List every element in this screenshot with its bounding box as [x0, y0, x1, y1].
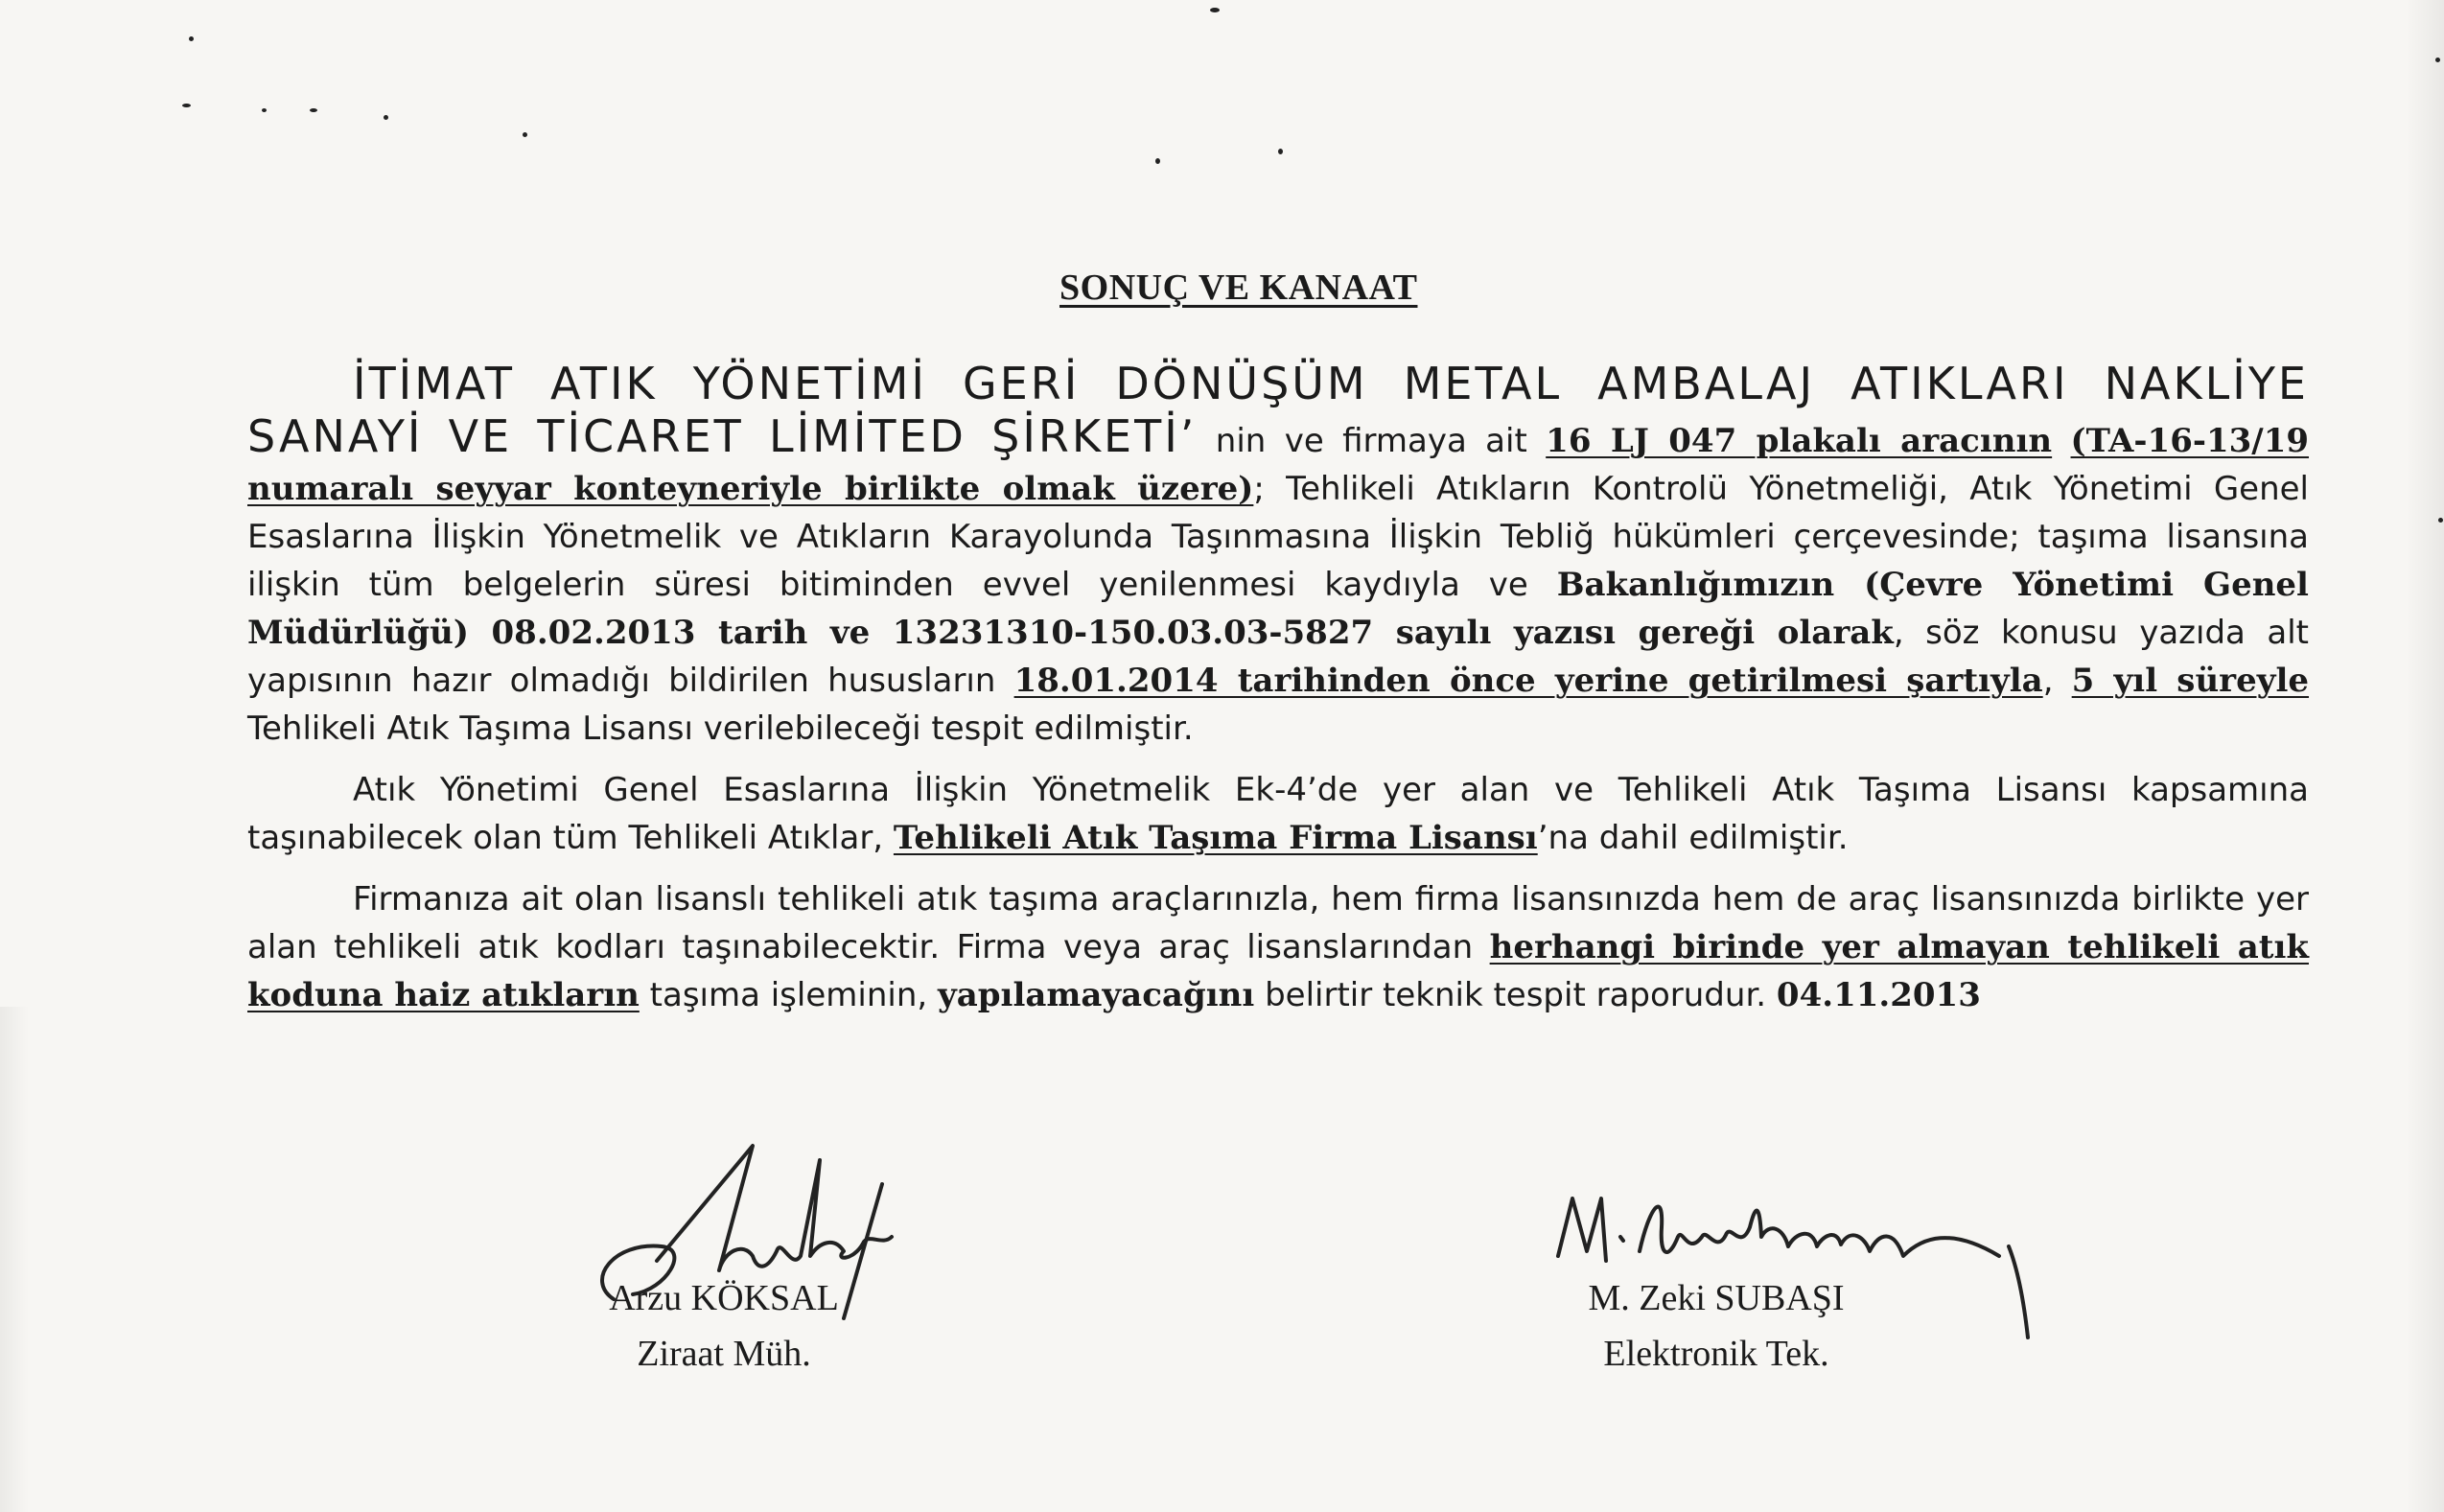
firm-license: Tehlikeli Atık Taşıma Firma Lisansı [893, 819, 1538, 857]
paragraph-1-text-3: ; Tehlikeli Atıkların Kontrolü Yönetmeliği, Atık Yönetimi Genel Esaslarına İlişkin Yönetmelik ve Atıkların Karayolunda Taşınmasına İlişkin Tebliğ hükümleri çerçevesinde; taşıma lisansına ilişkin tüm belgelerin süresi bitiminden evvel yenilenmesi kaydıyla ve [247, 470, 2309, 604]
paragraph-3 [247, 875, 2309, 1019]
paragraph-1-text-6: Tehlikeli Atık Taşıma Lisansı verilebileceği tespit edilmiştir. [247, 709, 1194, 748]
scan-speck [523, 132, 527, 137]
scan-speck [182, 104, 191, 107]
signatory-left [580, 1270, 868, 1382]
signatory-left-name: Arzu KÖKSAL [609, 1278, 839, 1318]
scan-speck [262, 108, 267, 112]
restriction-clause: herhangi birinde yer almayan tehlikeli atık koduna haiz atıkların [247, 928, 2309, 1014]
scan-speck [1155, 158, 1160, 164]
paragraph-3-text-2: taşıma işleminin, [639, 976, 938, 1014]
paragraph-1-text-1: nin ve firmaya ait [1197, 422, 1547, 460]
scan-shadow-left [0, 1007, 29, 1512]
scan-speck [1210, 8, 1220, 12]
signatory-right-name: M. Zeki SUBAŞI [1588, 1278, 1845, 1318]
scan-speck [310, 108, 317, 112]
signatory-right [1553, 1270, 1879, 1382]
ministry-reference: Bakanlığımızın (Çevre Yönetimi Genel Müdürlüğü) 08.02.2013 tarih ve 13231310-150.03.03-5827 sayılı yazısı gereği olarak [247, 566, 2309, 652]
scan-speck [2435, 58, 2440, 62]
not-allowed-clause: yapılamayacağını [938, 976, 1255, 1014]
scan-speck [189, 36, 194, 41]
paragraph-2 [247, 766, 2309, 862]
scan-shadow-right [2406, 0, 2444, 1512]
deadline-condition: 18.01.2014 tarihinden önce yerine getirilmesi şartıyla [1013, 662, 2043, 700]
scan-speck [384, 115, 388, 120]
document-title: SONUÇ VE KANAAT [1059, 268, 1418, 308]
paragraph-3-text-3: belirtir teknik tespit raporudur. [1254, 976, 1777, 1014]
paragraph-2-text-2: ’na dahil edilmiştir. [1537, 819, 1849, 857]
signatory-right-title: Elektronik Tek. [1603, 1334, 1829, 1374]
paragraph-1-text-5: , [2042, 662, 2072, 700]
scan-speck [1278, 149, 1283, 154]
signatory-left-title: Ziraat Müh. [637, 1334, 811, 1374]
paragraph-2-text-1: Atık Yönetimi Genel Esaslarına İlişkin Yönetmelik Ek-4’de yer alan ve Tehlikeli Atık Taşıma Lisansı kapsamına taşınabilecek olan tüm Tehlikeli Atıklar, [247, 771, 2309, 857]
paragraph-3-text-1: Firmanıza ait olan lisanslı tehlikeli atık taşıma araçlarınızla, hem firma lisansınızda hem de araç lisansınızda birlikte yer alan tehlikeli atık kodları taşınabilecektir. Firma veya araç lisanslarından [247, 880, 2309, 966]
document-body [247, 360, 2309, 1033]
paragraph-1-text-4: , söz konusu yazıda alt yapısının hazır olmadığı bildirilen hususların [247, 614, 2309, 700]
container-number: (TA-16-13/19 numaralı seyyar konteyneriyle birlikte olmak üzere) [247, 422, 2310, 508]
scan-speck [2438, 518, 2443, 523]
report-date: 04.11.2013 [1776, 976, 1981, 1014]
license-duration: 5 yıl süreyle [2071, 662, 2310, 700]
paragraph-1 [247, 360, 2309, 753]
paragraph-1-text-2 [2052, 422, 2070, 460]
company-name: İTİMAT ATIK YÖNETİMİ GERİ DÖNÜŞÜM METAL AMBALAJ ATIKLARI NAKLİYE SANAYİ VE TİCARET LİMİTED ŞİRKETİ’ [247, 358, 2309, 462]
vehicle-plate: 16 LJ 047 plakalı aracının [1546, 422, 2053, 460]
